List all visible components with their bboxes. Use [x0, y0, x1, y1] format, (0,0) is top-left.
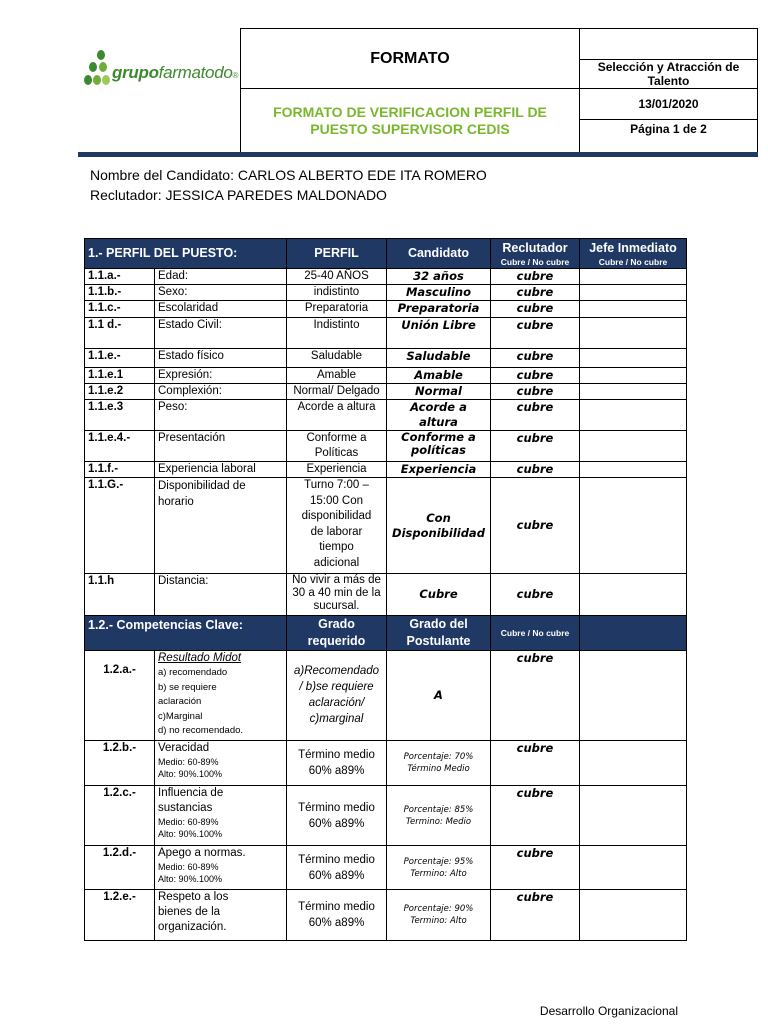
- row-label: Estado Civil:: [155, 318, 287, 349]
- row-code: 1.1.e.1: [85, 368, 155, 384]
- row-perfil: Normal/ Delgado: [287, 384, 387, 400]
- row-jefe: [580, 890, 687, 941]
- col-reclutador-sub: Cubre / No cubre: [500, 256, 570, 267]
- row-code: 1.1.c.-: [85, 301, 155, 318]
- row-reclutador: cubre: [491, 301, 580, 318]
- row-grado-line: Término medio: [298, 901, 375, 913]
- row-label: [155, 846, 287, 890]
- row-reclutador: cubre: [491, 462, 580, 478]
- row-reclutador: cubre: [491, 786, 580, 846]
- table-row: [85, 431, 687, 462]
- row-label-line: sustancias: [158, 802, 213, 814]
- row-reclutador: cubre: [491, 318, 580, 349]
- row-sub: Medio: 60-89%: [158, 862, 219, 872]
- header-formato-cell: [241, 29, 580, 89]
- row-code: 1.1.e.3: [85, 400, 155, 431]
- row-reclutador: cubre: [491, 651, 580, 741]
- header-subtitle-cell: [241, 89, 580, 154]
- row-postulante-line: Término Medio: [407, 764, 470, 774]
- header-area: Selección y Atracción de Talento: [597, 60, 740, 88]
- row-label: Sexo:: [155, 285, 287, 301]
- row-jefe: [580, 846, 687, 890]
- row-code: 1.1.e.2: [85, 384, 155, 400]
- row-candidato: Amable: [387, 368, 491, 384]
- row-postulante-line: Termino: Alto: [410, 868, 467, 879]
- row-grado: [287, 890, 387, 941]
- col-postulante-l2: Postulante: [406, 634, 471, 648]
- table-row: [85, 890, 687, 941]
- row-perfil: 25-40 AÑOS: [287, 269, 387, 285]
- row-reclutador: cubre: [491, 478, 580, 574]
- row-label: [155, 651, 287, 741]
- row-code: 1.1.e.4.-: [85, 431, 155, 462]
- row-jefe: [580, 478, 687, 574]
- row-label: [155, 890, 287, 941]
- row-grado: [287, 651, 387, 741]
- table-row: [85, 384, 687, 400]
- header-page: Página 1 de 2: [630, 122, 707, 136]
- row-jefe: [580, 285, 687, 301]
- row-perfil: [287, 574, 387, 616]
- row-option: c)Marginal: [158, 710, 203, 722]
- row-sub: Medio: 60-89%: [158, 817, 219, 827]
- row-postulante-line: Termino: Medio: [405, 816, 472, 827]
- table-row: [85, 285, 687, 301]
- row-label: Distancia:: [155, 574, 287, 616]
- logo-dots-icon: [84, 45, 114, 95]
- row-postulante-line: Porcentaje: 70%: [403, 752, 474, 762]
- table-row: [85, 400, 687, 431]
- row-label-line: organización.: [158, 921, 227, 933]
- row-sub: Alto: 90%.100%: [158, 874, 223, 884]
- table-row: [85, 786, 687, 846]
- row-code: 1.1.b.-: [85, 285, 155, 301]
- row-candidato: Unión Libre: [387, 318, 491, 349]
- row-label: Presentación: [155, 431, 287, 462]
- row-label-line: Apego a normas.: [158, 847, 246, 859]
- row-reclutador: cubre: [491, 400, 580, 431]
- row-postulante: [387, 846, 491, 890]
- row-candidato: Experiencia: [387, 462, 491, 478]
- col-postulante-l1: Grado del: [409, 617, 468, 631]
- row-reclutador: cubre: [491, 368, 580, 384]
- logo-registered-mark: ®: [232, 71, 239, 80]
- section2-header-row: [85, 616, 687, 651]
- row-code: 1.1.a.-: [85, 269, 155, 285]
- row-code: 1.2.e.-: [85, 890, 155, 941]
- row-postulante: A: [387, 651, 491, 741]
- row-label: Experiencia laboral: [155, 462, 287, 478]
- table-row: [85, 368, 687, 384]
- row-label: Expresión:: [155, 368, 287, 384]
- section2-title: 1.2.- Competencias Clave:: [88, 618, 243, 632]
- row-perfil-line: 30 a 40 min de la: [292, 587, 381, 599]
- row-grado-line: a)Recomendado: [293, 665, 380, 677]
- row-reclutador: cubre: [491, 890, 580, 941]
- row-reclutador: cubre: [491, 384, 580, 400]
- profile-table: [84, 238, 687, 941]
- row-label: [155, 478, 287, 574]
- row-jefe: [580, 786, 687, 846]
- row-grado-line: Término medio: [298, 853, 375, 866]
- row-code: 1.1.G.-: [85, 478, 155, 574]
- row-candidato-line: Conforme a: [401, 430, 476, 444]
- row-postulante: [387, 741, 491, 786]
- row-candidato-line: políticas: [411, 443, 466, 457]
- row-option: aclaración: [158, 696, 202, 707]
- row-jefe: [580, 574, 687, 616]
- row-code: 1.1 d.-: [85, 318, 155, 349]
- row-postulante-line: Porcentaje: 85%: [403, 804, 474, 815]
- row-label: Estado físico: [155, 349, 287, 368]
- table-row: [85, 846, 687, 890]
- row-candidato: Saludable: [387, 349, 491, 368]
- row-code: 1.2.b.-: [85, 741, 155, 786]
- table-row: [85, 574, 687, 616]
- footer-text: Desarrollo Organizacional: [539, 1004, 678, 1018]
- col-grado-l2: requerido: [307, 634, 366, 648]
- col-jefe-sub: Cubre / No cubre: [598, 256, 668, 267]
- row-jefe: [580, 741, 687, 786]
- row-candidato: Preparatoria: [387, 301, 491, 318]
- row-perfil-line: Políticas: [314, 447, 359, 459]
- row-jefe: [580, 384, 687, 400]
- col-grado-l1: Grado: [318, 617, 355, 631]
- header-area-cell: [579, 29, 757, 89]
- row-option: d) no recomendado.: [158, 725, 244, 736]
- table-row: [85, 301, 687, 318]
- row-option: b) se requiere: [158, 681, 217, 693]
- row-grado-line: Término medio: [298, 749, 375, 761]
- row-reclutador: cubre: [491, 349, 580, 368]
- row-candidato: 32 años: [387, 269, 491, 285]
- row-label: Edad:: [155, 269, 287, 285]
- row-label-line: Influencia de: [158, 787, 224, 799]
- row-jefe: [580, 400, 687, 431]
- table-row: [85, 651, 687, 741]
- row-jefe: [580, 431, 687, 462]
- row-perfil-line: Turno 7:00 –: [304, 479, 369, 491]
- row-grado-line: 60% a89%: [308, 765, 365, 777]
- row-candidato: Cubre: [387, 574, 491, 616]
- row-jefe: [580, 269, 687, 285]
- row-perfil: [287, 478, 387, 574]
- row-label-line: bienes de la: [158, 906, 221, 918]
- col-candidato: Candidato: [407, 245, 470, 260]
- row-label-line: Veracidad: [158, 742, 210, 754]
- row-candidato: Acorde a altura: [387, 400, 491, 431]
- row-perfil: Preparatoria: [287, 301, 387, 318]
- row-perfil: Saludable: [287, 349, 387, 368]
- row-perfil-line: de laborar: [310, 525, 363, 538]
- header-date-page-cell: [579, 89, 757, 154]
- row-postulante: [387, 890, 491, 941]
- header-formato: FORMATO: [370, 49, 450, 67]
- row-grado-line: c)marginal: [309, 713, 364, 725]
- row-candidato: Normal: [387, 384, 491, 400]
- row-perfil-line: Conforme a: [306, 432, 367, 444]
- row-code: 1.1.e.-: [85, 349, 155, 368]
- row-label: Complexión:: [155, 384, 287, 400]
- row-postulante: [387, 786, 491, 846]
- row-label: Peso:: [155, 400, 287, 431]
- header-date: 13/01/2020: [580, 89, 757, 120]
- row-perfil-line: tiempo: [319, 541, 354, 553]
- table-row: [85, 318, 687, 349]
- row-code: 1.1.h: [85, 574, 155, 616]
- row-grado-line: Término medio: [298, 801, 375, 814]
- row-grado-line: 60% a89%: [308, 817, 365, 830]
- row-reclutador: cubre: [491, 285, 580, 301]
- header-subtitle-line2: PUESTO SUPERVISOR CEDIS: [310, 121, 510, 137]
- row-code: 1.1.f.-: [85, 462, 155, 478]
- row-label-line: Disponibilidad de: [158, 480, 246, 492]
- logo-text-normal: farmatodo: [158, 63, 233, 82]
- row-perfil-line: sucursal.: [313, 600, 360, 612]
- row-reclutador: cubre: [491, 846, 580, 890]
- table-row: [85, 349, 687, 368]
- row-code: 1.2.c.-: [85, 786, 155, 846]
- table-row: [85, 478, 687, 574]
- section1-title: 1.- PERFIL DEL PUESTO:: [88, 245, 238, 260]
- row-grado: [287, 846, 387, 890]
- table-row: [85, 462, 687, 478]
- col-reclutador: Reclutador: [502, 240, 568, 255]
- row-perfil-line: adicional: [313, 556, 360, 569]
- row-candidato: Masculino: [387, 285, 491, 301]
- row-perfil: Indistinto: [287, 318, 387, 349]
- row-sub: Alto: 90%.100%: [158, 769, 223, 779]
- row-jefe: [580, 462, 687, 478]
- logo-text-bold: grupo: [112, 63, 159, 82]
- row-grado: [287, 741, 387, 786]
- col-jefe: Jefe Inmediato: [589, 240, 677, 255]
- row-reclutador: cubre: [491, 431, 580, 462]
- row-label: Escolaridad: [155, 301, 287, 318]
- col-cubre-nocubre: Cubre / No cubre: [500, 628, 570, 638]
- row-perfil: [287, 431, 387, 462]
- candidate-info: [90, 165, 487, 205]
- row-postulante-line: Porcentaje: 95%: [403, 856, 474, 867]
- row-jefe: [580, 349, 687, 368]
- row-reclutador: cubre: [491, 741, 580, 786]
- row-perfil: Acorde a altura: [287, 400, 387, 431]
- row-reclutador: cubre: [491, 574, 580, 616]
- row-jefe: [580, 368, 687, 384]
- candidate-name: Nombre del Candidato: CARLOS ALBERTO EDE ITA ROMERO: [90, 167, 487, 183]
- row-jefe: [580, 318, 687, 349]
- row-perfil-line: 15:00 Con: [309, 494, 364, 507]
- row-jefe: [580, 301, 687, 318]
- row-grado-line: / b)se requiere: [299, 681, 374, 693]
- row-sub: Medio: 60-89%: [158, 757, 219, 767]
- row-reclutador: cubre: [491, 269, 580, 285]
- row-jefe: [580, 651, 687, 741]
- row-grado-line: aclaración/: [308, 697, 365, 709]
- table-row: [85, 269, 687, 285]
- row-code: 1.2.a.-: [85, 651, 155, 741]
- row-grado-line: 60% a89%: [308, 917, 365, 929]
- recruiter-name: Reclutador: JESSICA PAREDES MALDONADO: [90, 187, 387, 203]
- row-perfil: indistinto: [287, 285, 387, 301]
- row-grado: [287, 786, 387, 846]
- row-label-title: Resultado Midot: [158, 652, 242, 664]
- row-label: [155, 786, 287, 846]
- row-postulante-line: Porcentaje: 90%: [403, 904, 474, 914]
- section1-header-row: [85, 239, 687, 269]
- row-grado-line: 60% a89%: [308, 869, 365, 882]
- company-logo: [84, 45, 239, 95]
- row-label-line: horario: [158, 496, 194, 508]
- row-postulante-line: Termino: Alto: [410, 916, 467, 926]
- row-label-line: Respeto a los: [158, 891, 229, 903]
- row-code: 1.2.d.-: [85, 846, 155, 890]
- table-row: [85, 741, 687, 786]
- header-divider: [78, 152, 758, 157]
- document-header-table: [240, 28, 758, 154]
- row-perfil-line: disponibilidad: [301, 510, 372, 522]
- row-perfil: Experiencia: [287, 462, 387, 478]
- row-perfil: Amable: [287, 368, 387, 384]
- row-label: [155, 741, 287, 786]
- col-perfil: PERFIL: [314, 245, 359, 260]
- row-candidato: Con Disponibilidad: [387, 478, 491, 574]
- header-subtitle-line1: FORMATO DE VERIFICACION PERFIL DE: [273, 104, 547, 120]
- row-option: a) recomendado: [158, 667, 228, 678]
- row-sub: Alto: 90%.100%: [158, 829, 223, 839]
- row-perfil-line: No vivir a más de: [292, 574, 381, 586]
- row-candidato: [387, 431, 491, 462]
